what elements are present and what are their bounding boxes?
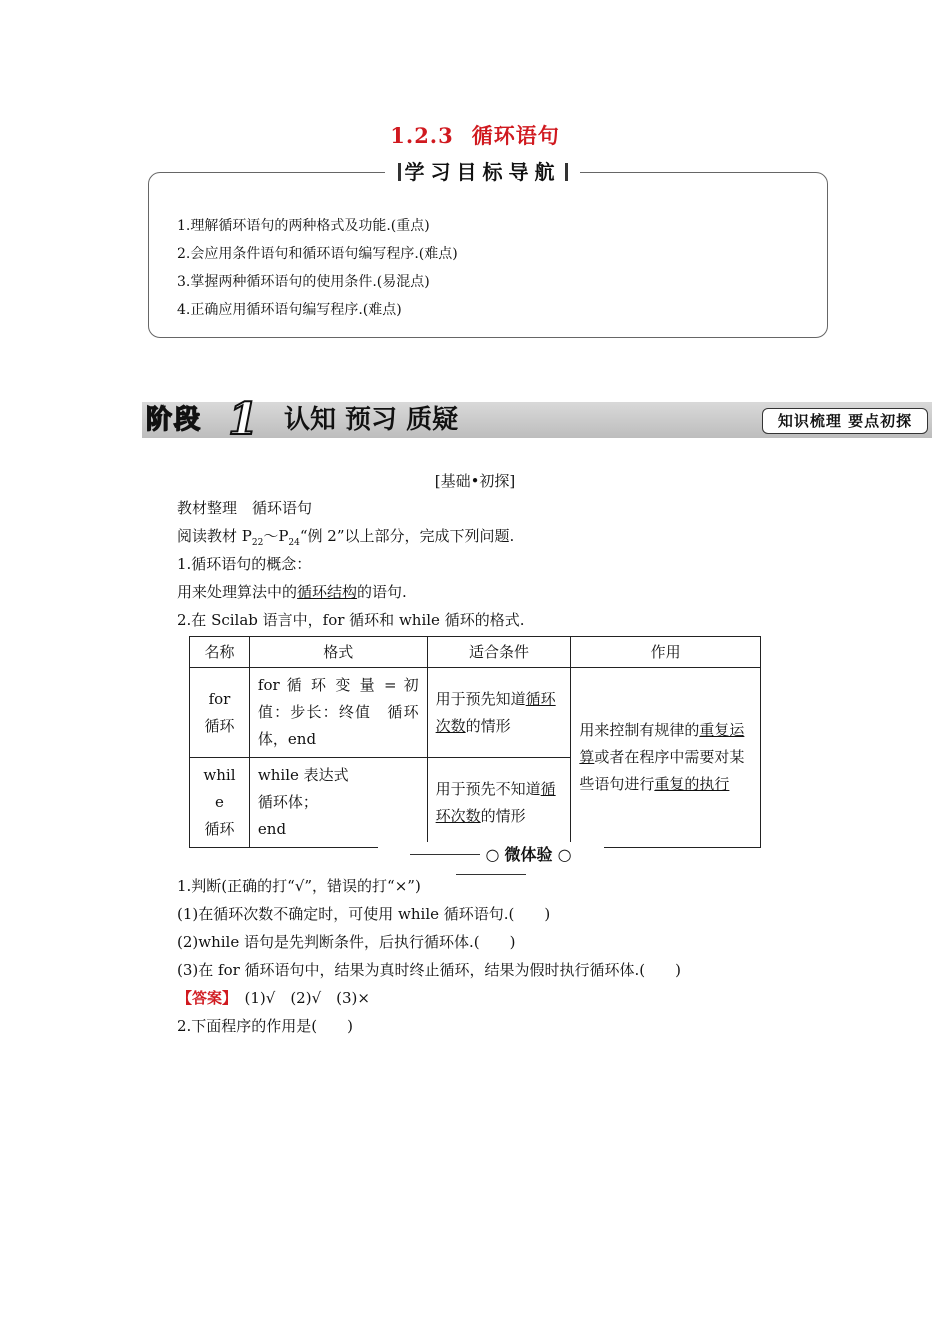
cell-format: for 循 环 变 量 = 初值：步长：终值 循环体，end xyxy=(249,668,427,758)
stage-title: 认知 预习 质疑 xyxy=(284,405,459,435)
table-header-row xyxy=(190,637,761,668)
practice-q2: 2.下面程序的作用是( ) xyxy=(177,1017,354,1035)
loop-format-table xyxy=(189,636,761,848)
cell-effect: 用来控制有规律的重复运算或者在程序中需要对某些语句进行重复的执行 xyxy=(571,668,761,848)
fill-blank: 循环结构 xyxy=(297,583,358,601)
cell-condition: 用于预先知道循环次数的情形 xyxy=(427,668,571,758)
stage-label: 阶段 xyxy=(146,405,203,435)
practice-q1: 1.判断(正确的打“√”，错误的打“×”) xyxy=(177,877,421,895)
statement-2: (2)while 语句是先判断条件，后执行循环体.( ) xyxy=(177,933,516,951)
material-heading: 教材整理 循环语句 xyxy=(177,499,313,517)
goals-heading-text: 学习目标导航 xyxy=(404,160,561,184)
heading-bar-right xyxy=(565,163,568,181)
goal-item: 2.会应用条件语句和循环语句编写程序.(难点) xyxy=(177,246,458,262)
reading-instruction: 阅读教材 $P_{22}\sim P_{24}“$例 2”以上部分，完成下列问题. xyxy=(177,527,515,548)
section-number: 1.2.3 xyxy=(390,123,454,148)
practice-heading: ○ 微体验 ○ xyxy=(378,842,604,884)
cell-condition: 用于预先不知道循环次数的情形 xyxy=(427,758,571,848)
section-tag: [基础•初探] xyxy=(434,472,516,490)
goal-item: 3.掌握两种循环语句的使用条件.(易混点) xyxy=(177,274,430,290)
answer-line xyxy=(177,987,370,1008)
cell-name: whil e 循环 xyxy=(190,758,250,848)
answer-1: 用来处理算法中的循环结构的语句. xyxy=(177,583,407,601)
header-name: 名称 xyxy=(190,637,250,668)
answer-label: 【答案】 xyxy=(177,989,230,1007)
statement-1: (1)在循环次数不确定时，可使用 while 循环语句.( ) xyxy=(177,905,551,923)
header-condition: 适合条件 xyxy=(427,637,571,668)
statement-3: (3)在 for 循环语句中，结果为真时终止循环，结果为假时执行循环体.( ) xyxy=(177,961,682,979)
answer-text: (1)√ (2)√ (3)× xyxy=(229,989,370,1007)
heading-bar-left xyxy=(398,163,401,181)
stage-number: 1 xyxy=(228,394,259,445)
goal-item: 1.理解循环语句的两种格式及功能.(重点) xyxy=(177,218,430,234)
header-effect: 作用 xyxy=(571,637,761,668)
question-2: 2.在 Scilab 语言中，for 循环和 while 循环的格式. xyxy=(177,611,525,629)
page-title xyxy=(0,120,950,150)
cell-name: for 循环 xyxy=(190,668,250,758)
cell-format: while 表达式 循环体； end xyxy=(249,758,427,848)
stage-tag: 知识梳理 要点初探 xyxy=(762,408,928,434)
goals-heading xyxy=(385,156,580,188)
section-title: 循环语句 xyxy=(471,123,560,148)
goal-item: 4.正确应用循环语句编写程序.(难点) xyxy=(177,302,402,318)
question-1: 1.循环语句的概念： xyxy=(177,555,312,573)
table-row xyxy=(190,668,761,758)
header-format: 格式 xyxy=(249,637,427,668)
